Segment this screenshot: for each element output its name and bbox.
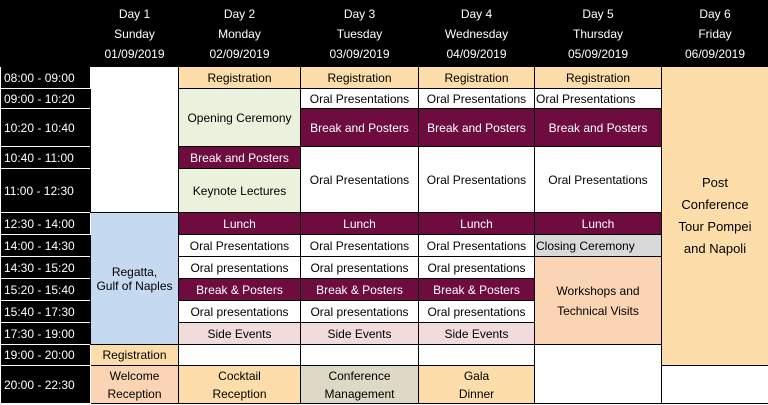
gala-line-2: Dinner [458, 386, 495, 401]
event-regatta [91, 213, 179, 345]
event-registration: Registration [535, 67, 662, 89]
event-lunch: Lunch [179, 213, 301, 235]
schedule-row [1, 213, 768, 235]
day-label: Day 3 [343, 6, 376, 21]
cocktail-line-2: Reception [212, 386, 267, 401]
day-label: Day 5 [582, 6, 614, 21]
day-header-4 [419, 1, 535, 67]
header-row [1, 1, 768, 67]
event-break-posters: Break & Posters [301, 279, 419, 301]
post-line-3: Tour Pompei [678, 219, 752, 234]
event-side-events: Side Events [419, 323, 535, 345]
workshops-line-2: Technical Visits [557, 303, 639, 318]
event-welcome-reception [91, 366, 179, 404]
post-line-4: and Napoli [683, 241, 747, 256]
day-label: Day 2 [223, 6, 256, 21]
date-label: 04/09/2019 [446, 46, 507, 61]
time-slot: 14:00 - 14:30 [1, 235, 91, 257]
schedule-row [1, 67, 768, 89]
welcome-line-2: Reception [107, 386, 162, 401]
day-label: Day 1 [118, 6, 151, 21]
corner-cell [1, 1, 91, 67]
day-header-1 [91, 1, 179, 67]
time-slot: 14:30 - 15:20 [1, 257, 91, 279]
event-lunch: Lunch [535, 213, 662, 235]
weekday-label: Thursday [572, 26, 624, 41]
workshops-line-1: Workshops and [556, 283, 640, 298]
event-lunch: Lunch [301, 213, 419, 235]
day-header-3 [301, 1, 419, 67]
time-slot: 15:20 - 15:40 [1, 279, 91, 301]
event-break-posters: Break & Posters [419, 279, 535, 301]
event-conference-management [301, 366, 419, 404]
time-slot: 17:30 - 19:00 [1, 323, 91, 345]
event-oral-presentations: Oral presentations [301, 301, 419, 323]
event-workshops-technical-visits [535, 257, 662, 345]
cocktail-line-1: Cocktail [218, 368, 261, 383]
date-label: 03/09/2019 [329, 46, 390, 61]
event-opening-ceremony: Opening Ceremony [179, 89, 301, 147]
event-cocktail-reception [179, 366, 301, 404]
weekday-label: Tuesday [336, 26, 383, 41]
conf-mgmt-line-2: Management [324, 386, 395, 401]
regatta-line-1: Regatta, [111, 264, 158, 279]
time-slot: 09:00 - 10:20 [1, 89, 91, 109]
weekday-label: Friday [698, 26, 732, 41]
time-slot: 12:30 - 14:00 [1, 213, 91, 235]
day-label: Day 4 [460, 6, 493, 21]
event-oral-presentations: Oral Presentations [419, 147, 535, 213]
empty-cell [535, 345, 662, 404]
event-break-posters: Break & Posters [179, 279, 301, 301]
conf-mgmt-line-1: Conference [328, 368, 391, 383]
empty-cell [179, 345, 301, 366]
event-break-and-posters: Break and Posters [301, 109, 419, 147]
time-slot: 11:00 - 12:30 [1, 169, 91, 213]
event-oral-presentations: Oral Presentations [419, 89, 535, 109]
date-label: 06/09/2019 [684, 46, 746, 61]
empty-cell [662, 366, 768, 404]
event-oral-presentations: Oral Presentations [179, 235, 301, 257]
post-line-2: Conference [681, 197, 749, 212]
event-registration: Registration [301, 67, 419, 89]
day-label: Day 6 [699, 6, 731, 21]
post-line-1: Post [701, 175, 728, 190]
event-lunch: Lunch [419, 213, 535, 235]
weekday-label: Monday [218, 26, 261, 41]
day-header-6 [662, 1, 768, 67]
event-break-and-posters: Break and Posters [419, 109, 535, 147]
event-side-events: Side Events [179, 323, 301, 345]
time-slot: 10:20 - 10:40 [1, 109, 91, 147]
time-slot: 19:00 - 20:00 [1, 345, 91, 366]
regatta-line-2: Gulf of Naples [96, 278, 173, 293]
time-slot: 08:00 - 09:00 [1, 67, 91, 89]
event-gala-dinner [419, 366, 535, 404]
event-registration: Registration [179, 67, 301, 89]
event-oral-presentations: Oral Presentations [301, 235, 419, 257]
event-break-and-posters: Break and Posters [535, 109, 662, 147]
day-header-2 [179, 1, 301, 67]
time-slot: 20:00 - 22:30 [1, 366, 91, 404]
event-oral-presentations: Oral presentations [419, 301, 535, 323]
empty-cell [301, 345, 419, 366]
welcome-line-1: Welcome [109, 368, 160, 383]
event-break-and-posters: Break and Posters [179, 147, 301, 169]
gala-line-1: Gala [463, 368, 490, 383]
empty-cell [419, 345, 535, 366]
event-registration: Registration [419, 67, 535, 89]
event-oral-presentations: Oral presentations [179, 301, 301, 323]
event-oral-presentations: Oral Presentations [301, 89, 419, 109]
event-side-events: Side Events [301, 323, 419, 345]
empty-cell [91, 67, 179, 213]
event-keynote-lectures: Keynote Lectures [179, 169, 301, 213]
event-oral-presentations: Oral Presentations [535, 89, 662, 109]
event-closing-ceremony: Closing Ceremony [535, 235, 662, 257]
event-oral-presentations: Oral Presentations [535, 147, 662, 213]
event-oral-presentations: Oral presentations [179, 257, 301, 279]
event-post-conference-tour [662, 67, 768, 366]
weekday-label: Wednesday [444, 26, 509, 41]
event-oral-presentations: Oral Presentations [301, 147, 419, 213]
time-slot: 15:40 - 17:30 [1, 301, 91, 323]
schedule-row [1, 345, 768, 366]
weekday-label: Sunday [114, 26, 155, 41]
date-label: 01/09/2019 [104, 46, 165, 61]
date-label: 05/09/2019 [567, 46, 629, 61]
day-header-5 [535, 1, 662, 67]
event-oral-presentations: Oral Presentations [419, 235, 535, 257]
event-oral-presentations: Oral presentations [419, 257, 535, 279]
event-registration: Registration [91, 345, 179, 366]
date-label: 02/09/2019 [209, 46, 270, 61]
time-slot: 10:40 - 11:00 [1, 147, 91, 169]
event-oral-presentations: Oral presentations [301, 257, 419, 279]
